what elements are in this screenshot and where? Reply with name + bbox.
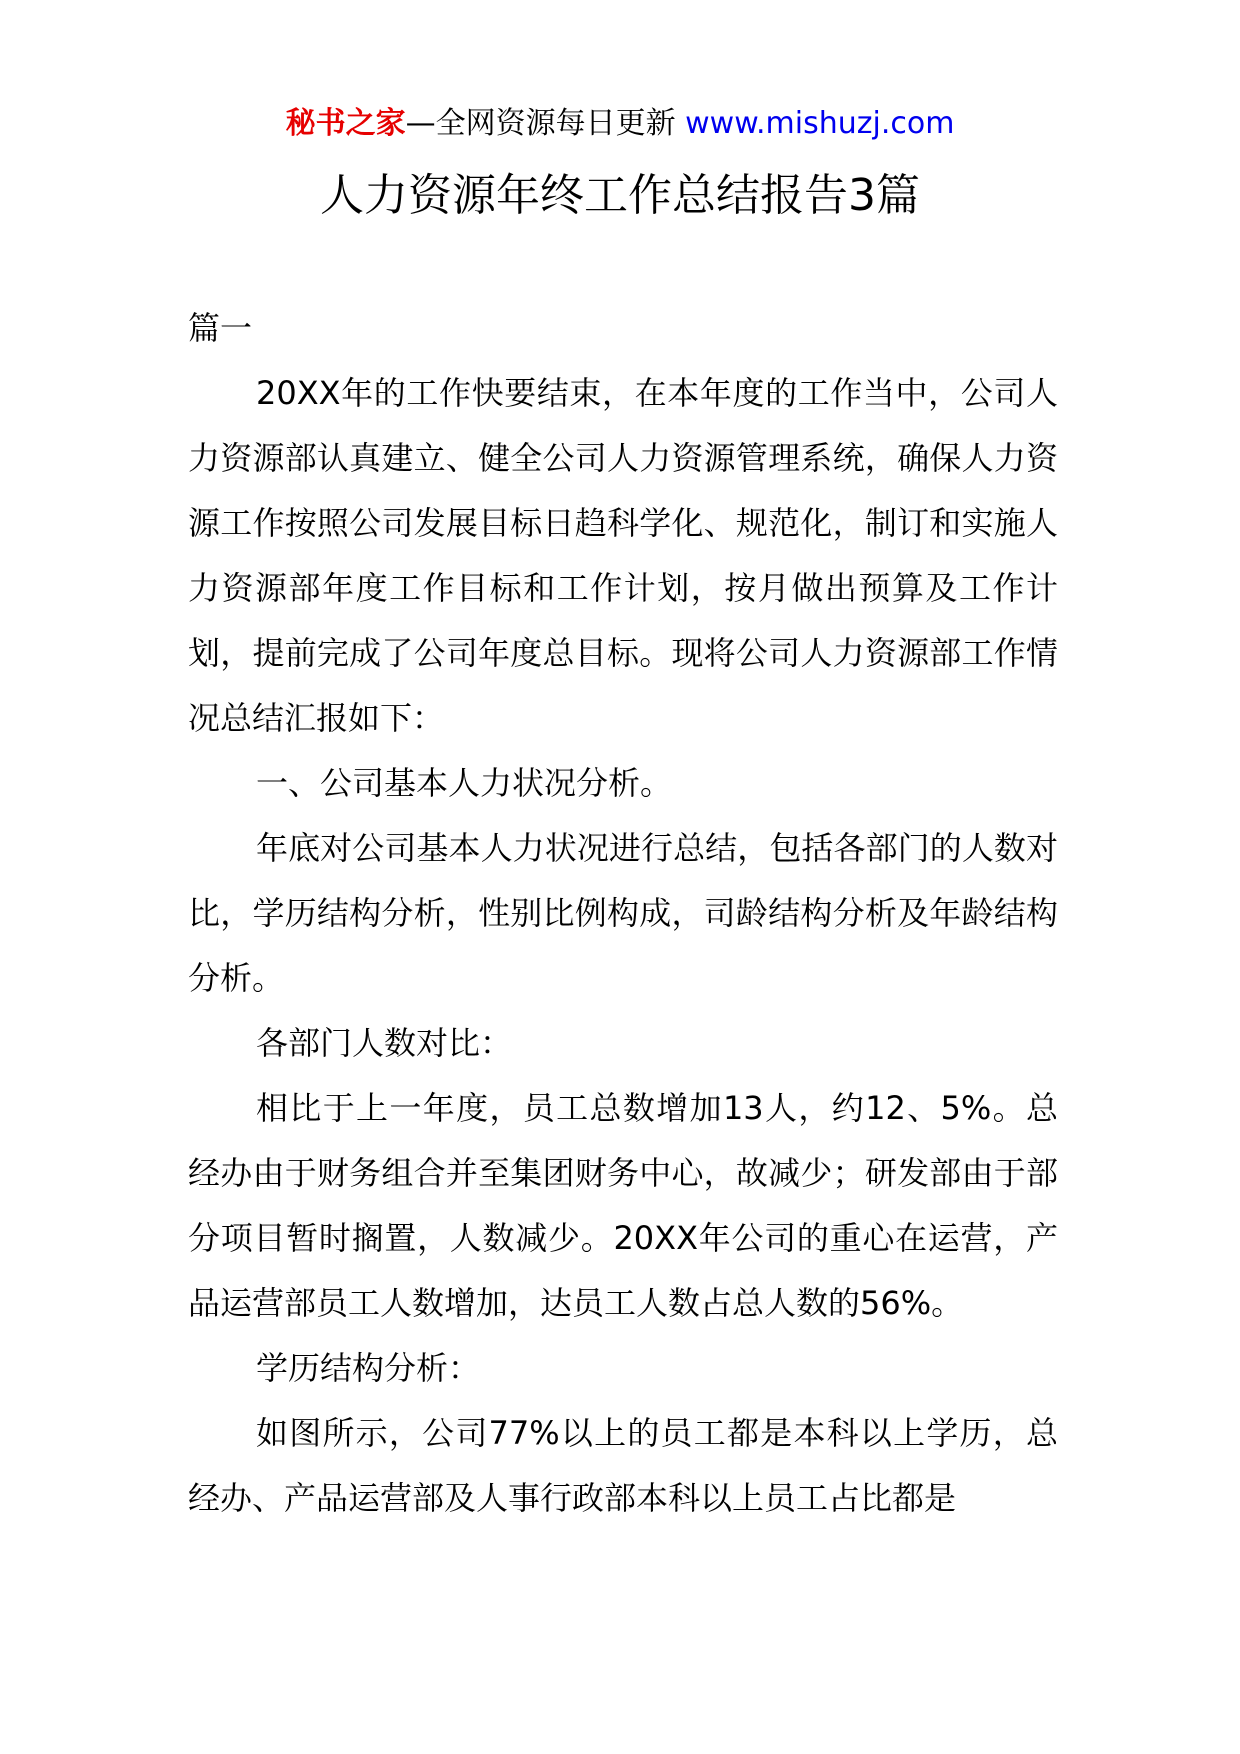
paragraph: 相比于上一年度，员工总数增加13人，约12、5%。总经办由于财务组合并至集团财务中心，故减少；研发部由于部分项目暂时搁置，人数减少。20XX年公司的重心在运营，产品运营部员工人数增加，达员工人数占总人数的56%。 [188, 1089, 1058, 1322]
section-label: 篇一 [188, 309, 253, 347]
document-title: 人力资源年终工作总结报告3篇 [320, 170, 920, 221]
paragraph-heading: 一、公司基本人力状况分析。 [256, 764, 673, 802]
header-slogan: —全网资源每日更新 [405, 106, 686, 141]
paragraph-subheading: 学历结构分析： [256, 1349, 481, 1387]
brand-name: 秘书之家 [285, 106, 406, 141]
paragraph-subheading: 各部门人数对比： [256, 1024, 513, 1062]
paragraph: 年底对公司基本人力状况进行总结，包括各部门的人数对比，学历结构分析，性别比例构成，司龄结构分析及年龄结构分析。 [188, 829, 1058, 997]
document-body [188, 296, 1058, 1531]
site-header [0, 100, 1240, 148]
paragraph: 如图所示，公司77%以上的员工都是本科以上学历，总经办、产品运营部及人事行政部本科以上员工占比都是 [188, 1414, 1058, 1517]
paragraph: 20XX年的工作快要结束，在本年度的工作当中，公司人力资源部认真建立、健全公司人力资源管理系统，确保人力资源工作按照公司发展目标日趋科学化、规范化，制订和实施人力资源部年度工作目标和工作计划，按月做出预算及工作计划，提前完成了公司年度总目标。现将公司人力资源部工作情况总结汇报如下： [188, 374, 1058, 737]
site-url-link[interactable]: www.mishuzj.com [685, 106, 955, 141]
